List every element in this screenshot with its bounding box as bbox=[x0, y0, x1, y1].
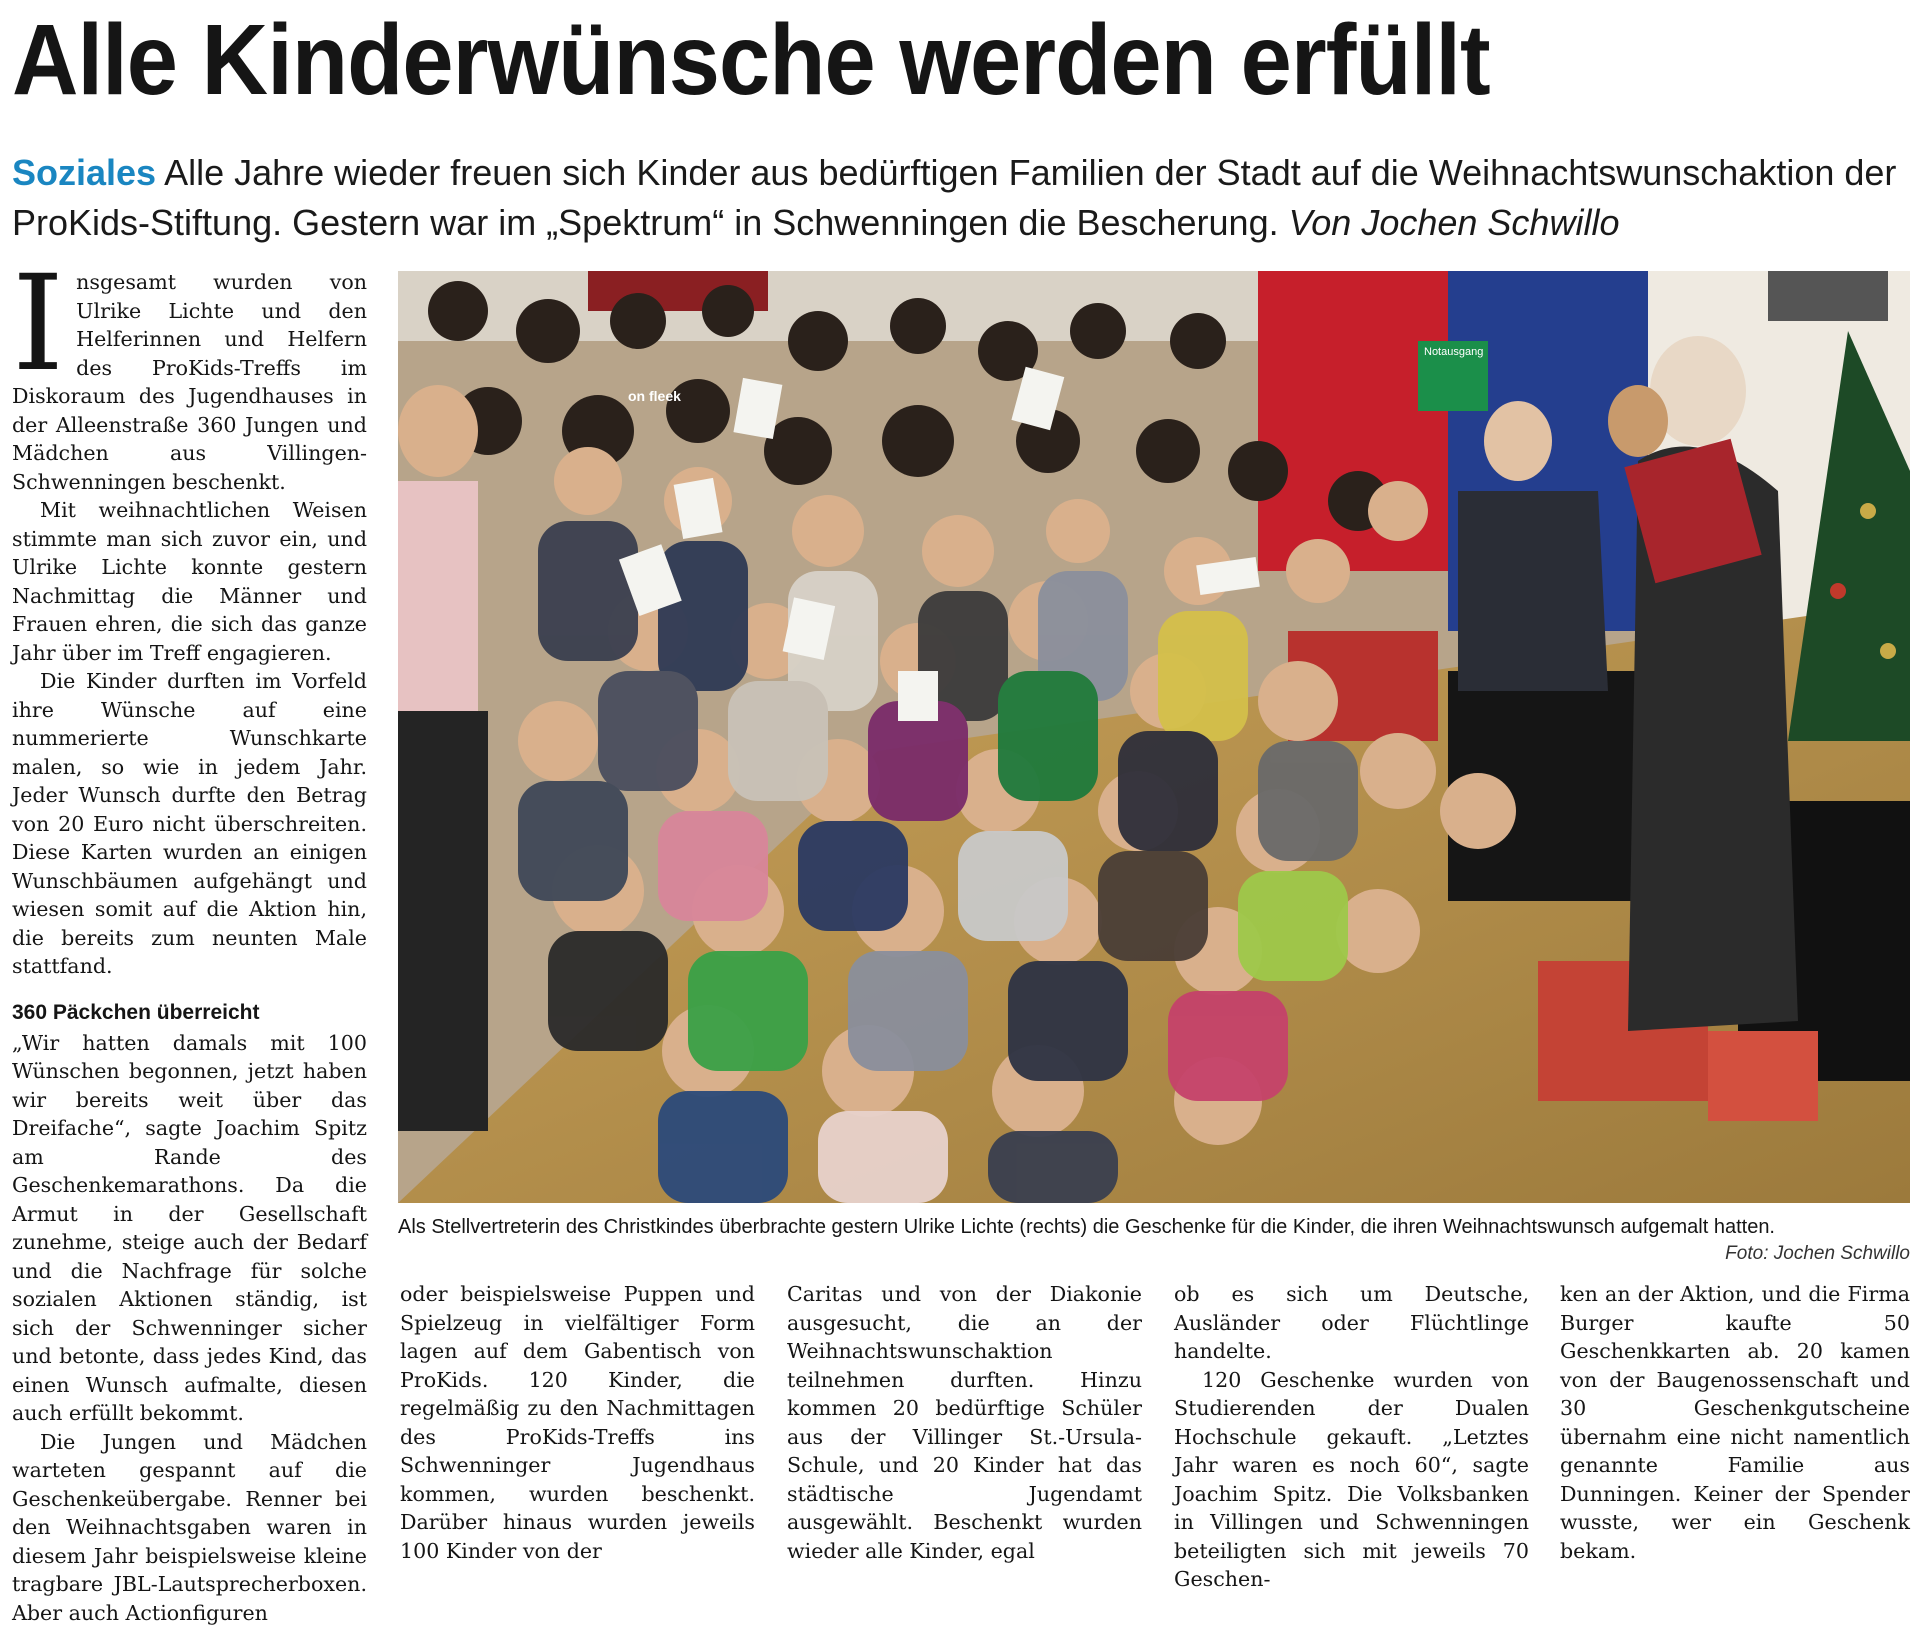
subheading: 360 Päckchen überreicht bbox=[12, 999, 367, 1027]
paragraph: 120 Geschenke wurden von Studierenden der Dualen Hochschule gekauft. „Letztes Jahr waren es noch 60“, sagte Joachim Spitz. Die Volksbanken in Villingen und Schwenningen beteiligten sich mit jeweils 70 Geschen- bbox=[1174, 1366, 1529, 1594]
exit-sign-text: Notausgang bbox=[1424, 346, 1483, 358]
lead-paragraph bbox=[12, 268, 367, 496]
dropcap: I bbox=[12, 272, 64, 376]
paragraph: ken an der Aktion, und die Firma Burger kaufte 50 Geschenkkarten ab. 20 kamen von der Baugenossenschaft und 30 Geschenkgutscheine übernahm eine nicht namentlich genannte Familie aus Dunningen. Keiner der Spender wusste, wer ein Geschenk bekam. bbox=[1560, 1280, 1910, 1565]
news-photo bbox=[398, 271, 1910, 1203]
paragraph: Mit weihnachtlichen Weisen stimmte man sich zuvor ein, und Ulrike Lichte konnte gestern Nachmittag die Männer und Frauen ehren, die sich das ganze Jahr über im Treff engagieren. bbox=[12, 496, 367, 667]
shirt-print-text: on fleek bbox=[628, 388, 681, 404]
paragraph: ob es sich um Deutsche, Ausländer oder Flüchtlinge handelte. bbox=[1174, 1280, 1529, 1366]
author-byline: Von Jochen Schwillo bbox=[1289, 202, 1620, 243]
paragraph-text: nsgesamt wurden von Ulrike Lichte und den Helferinnen und Helfern des ProKids-Treffs im Diskoraum des Jugendhauses in der Alleenstraße 360 Jungen und Mädchen aus Villingen-Schwenningen beschenkt. bbox=[12, 270, 367, 494]
article-column-5 bbox=[1560, 1280, 1910, 1565]
article-column-1 bbox=[12, 268, 367, 1627]
green-sweater bbox=[998, 671, 1098, 801]
photo-illustration bbox=[398, 271, 1910, 1203]
paragraph: „Wir hatten damals mit 100 Wünschen begonnen, jetzt haben wir bereits weit über das Dreifache“, sagte Joachim Spitz am Rande des Geschenkemarathons. Da die Armut in der Gesellschaft zunehme, steige auch der Bedarf und die Nachfrage für solche sozialen Aktionen ständig, ist sich der Schwenninger sicher und betonte, dass jedes Kind, das einen Wunsch aufmalte, diesen auch erfüllt bekommt. bbox=[12, 1029, 367, 1428]
photo-caption: Als Stellvertreterin des Christkindes überbrachte gestern Ulrike Lichte (rechts) die Geschenke für die Kinder, die ihren Weihnachtswunsch aufgemalt hatten. bbox=[398, 1213, 1910, 1241]
article-column-3 bbox=[787, 1280, 1142, 1565]
deck bbox=[12, 148, 1912, 248]
photo-credit: Foto: Jochen Schwillo bbox=[1725, 1243, 1910, 1265]
paragraph: Caritas und von der Diakonie ausgesucht, die an der Weihnachtswunschaktion teilnehmen durften. Hinzu kommen 20 bedürftige Schüler aus der Villinger St.-Ursula-Schule, und 20 Kinder hat das städtische Jugendamt ausgewählt. Beschenkt wurden wieder alle Kinder, egal bbox=[787, 1280, 1142, 1565]
article-column-2 bbox=[400, 1280, 755, 1565]
paragraph: Die Jungen und Mädchen warteten gespannt auf die Geschenkeübergabe. Renner bei den Weihnachtsgaben waren in diesem Jahr beispielsweise kleine tragbare JBL-Lautsprecherboxen. Aber auch Actionfiguren bbox=[12, 1428, 367, 1627]
headline: Alle Kinderwünsche werden erfüllt bbox=[12, 0, 1760, 120]
kicker: Soziales bbox=[12, 152, 156, 193]
article-column-4 bbox=[1174, 1280, 1529, 1594]
deck-text: Alle Jahre wieder freuen sich Kinder aus bedürftigen Familien der Stadt auf die Weihnachtswunschaktion der ProKids-Stiftung. Gestern war im „Spektrum“ in Schwenningen die Bescherung. bbox=[12, 152, 1896, 243]
paragraph: Die Kinder durften im Vorfeld ihre Wünsche auf eine nummerierte Wunschkarte malen, so wie in jedem Jahr. Jeder Wunsch durfte den Betrag von 20 Euro nicht überschreiten. Diese Karten wurden an einigen Wunschbäumen aufgehängt und wiesen somit auf die Aktion hin, die bereits zum neunten Male stattfand. bbox=[12, 667, 367, 981]
paragraph: oder beispielsweise Puppen und Spielzeug in vielfältiger Form lagen auf dem Gabentisch von ProKids. 120 Kinder, die regelmäßig zu den Nachmittagen des ProKids-Treffs ins Schwenninger Jugendhaus kommen, wurden beschenkt. Darüber hinaus wurden jeweils 100 Kinder von der bbox=[400, 1280, 755, 1565]
